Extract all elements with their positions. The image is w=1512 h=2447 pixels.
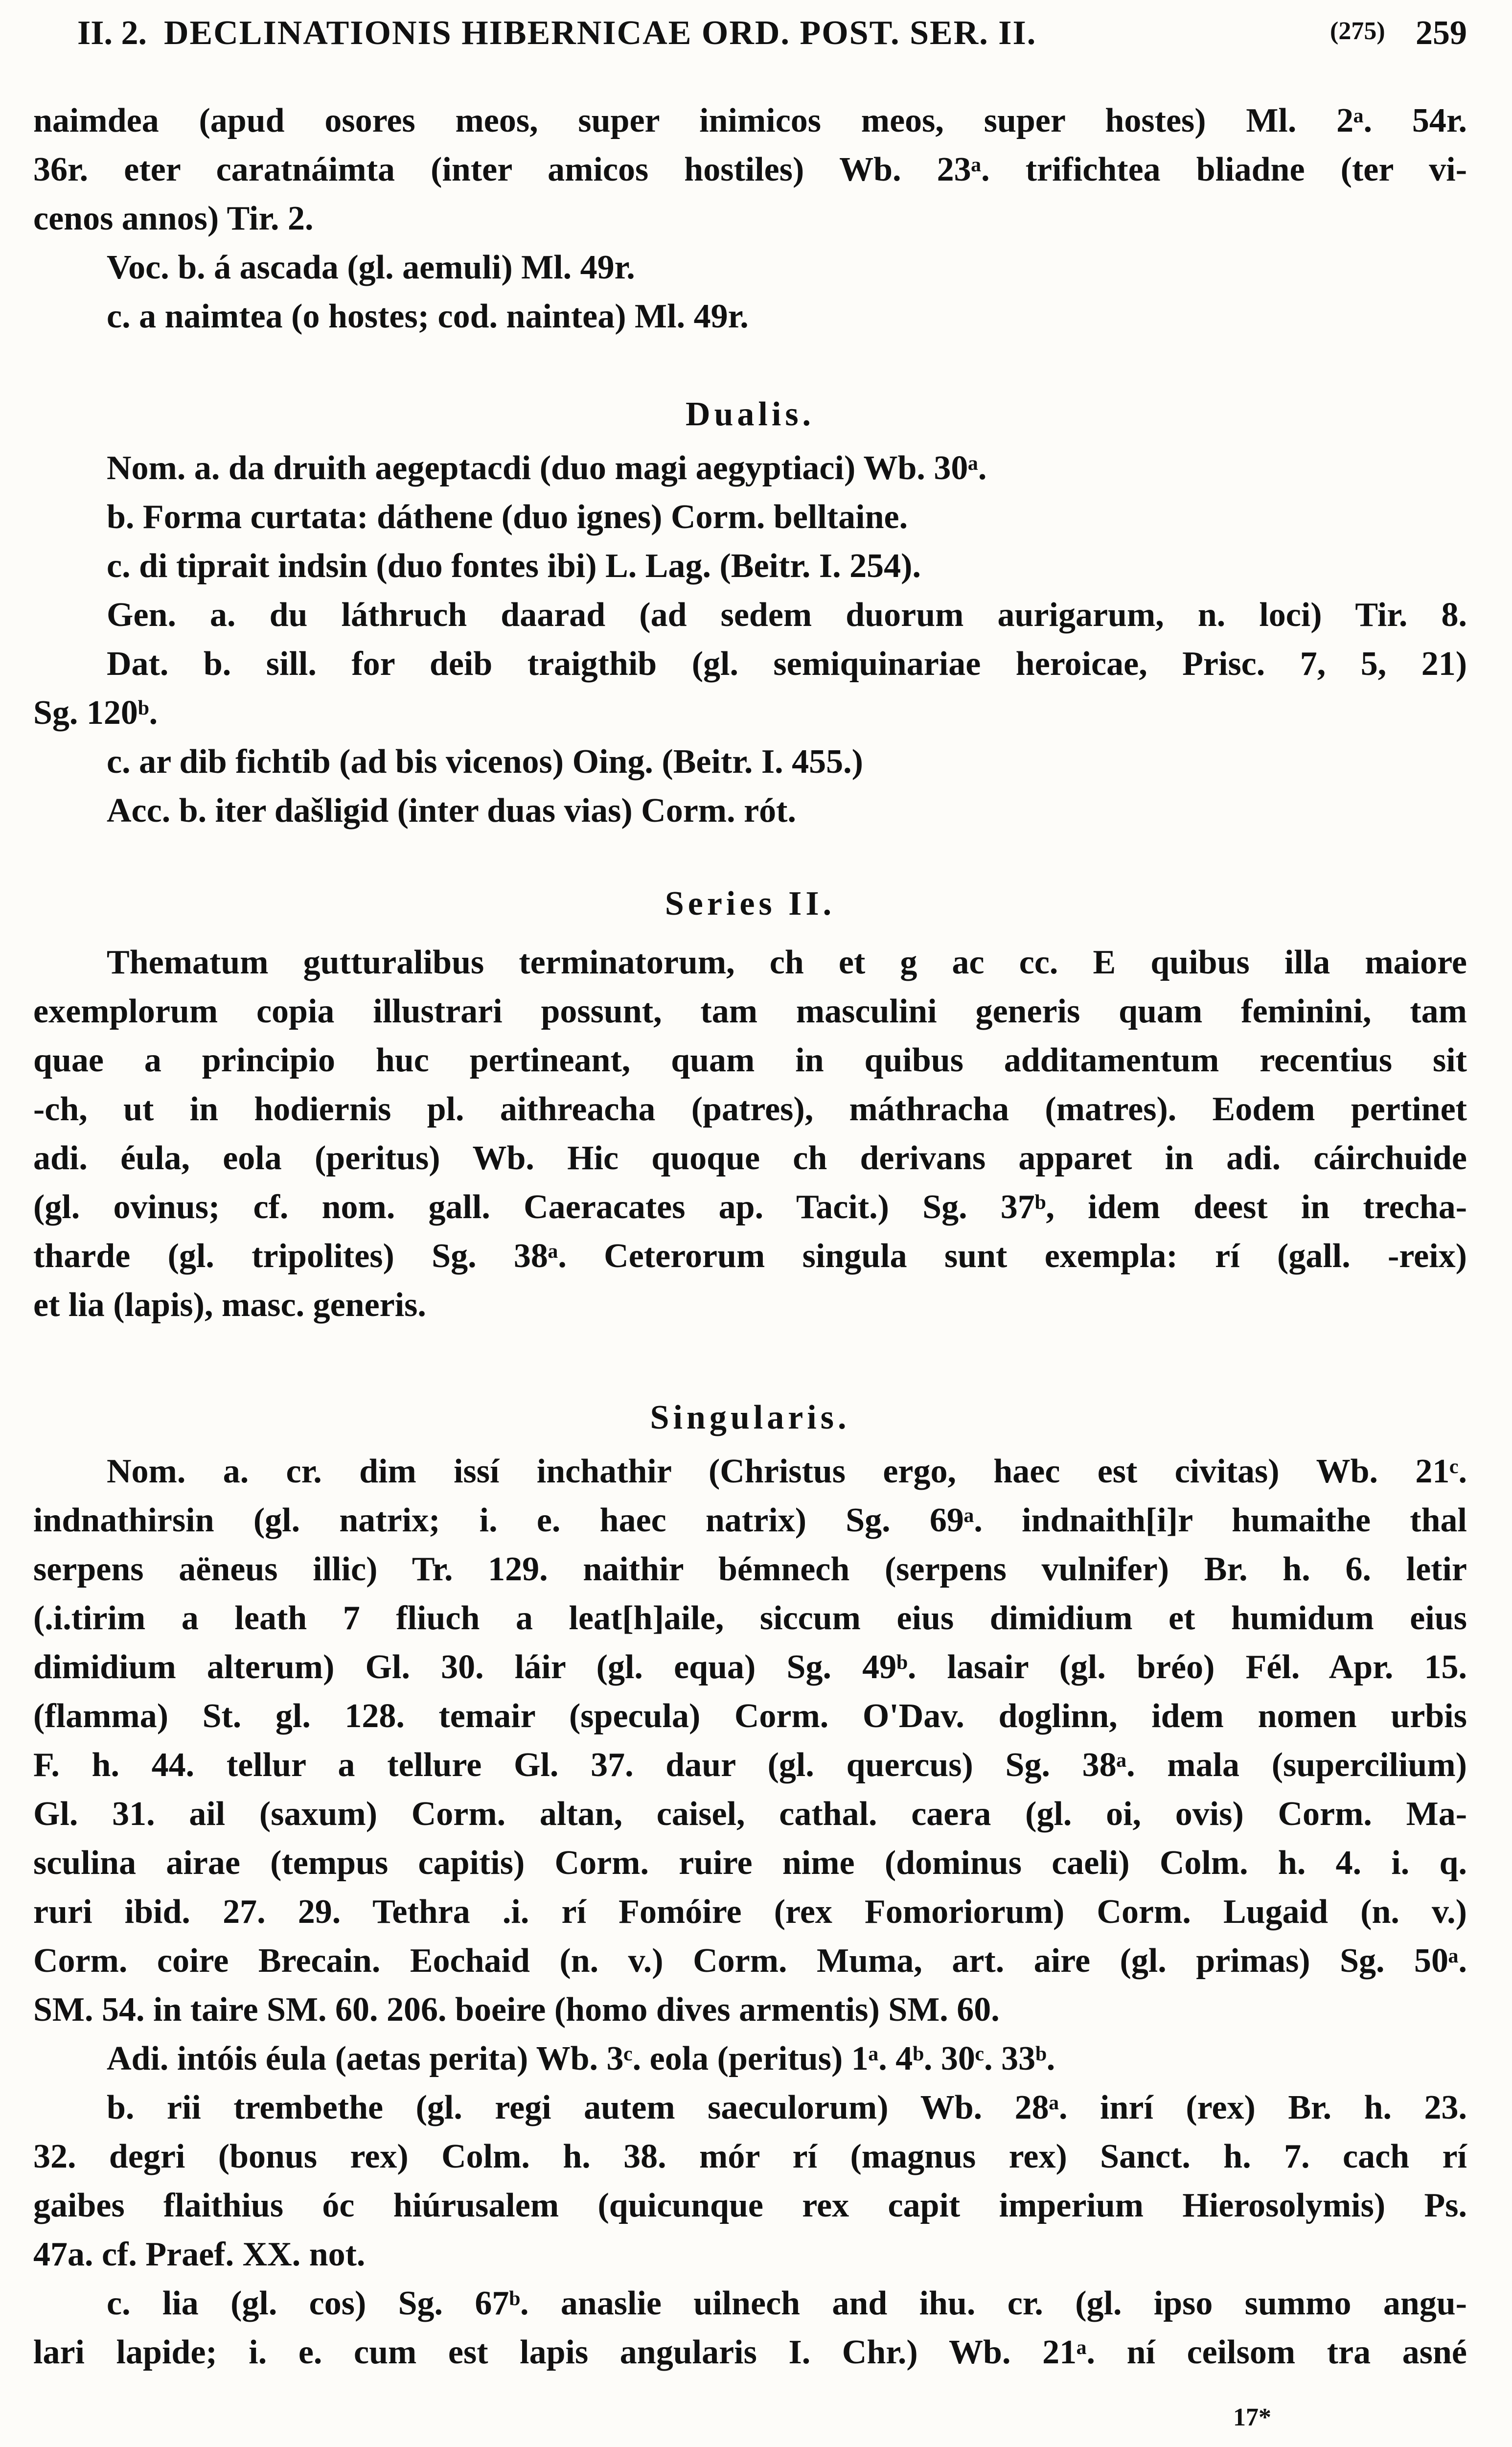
text-line: Thematum gutturalibus terminatorum, ch et g ac cc. E quibus illa maiore: [107, 944, 1467, 981]
text-line: c. lia (gl. cos) Sg. 67ᵇ. anaslie uilnech and ihu. cr. (gl. ipso summo angu-: [107, 2285, 1467, 2322]
text-line: quae a principio huc pertineant, quam in quibus additamentum recentius sit: [33, 1041, 1467, 1079]
text-line: dimidium alterum) Gl. 30. láir (gl. equa) Sg. 49ᵇ. lasair (gl. bréo) Fél. Apr. 15.: [33, 1648, 1467, 1686]
original-page-number: (275): [1330, 17, 1385, 45]
text-line: c. ar dib fichtib (ad bis vicenos) Oing. (Beitr. I. 455.): [107, 743, 863, 781]
text-line: et lia (lapis), masc. generis.: [33, 1286, 426, 1324]
text-line: Gen. a. du láthruch daarad (ad sedem duorum aurigarum, n. loci) Tir. 8.: [107, 596, 1467, 634]
text-line: cenos annos) Tir. 2.: [33, 200, 314, 237]
signature-mark: 17*: [1233, 2403, 1271, 2431]
text-line: Acc. b. iter dašligid (inter duas vias) Corm. rót.: [107, 792, 796, 830]
text-line: c. a naimtea (o hostes; cod. naintea) Ml. 49r.: [107, 298, 749, 335]
text-line: (.i.tirim a leath 7 fliuch a leat[h]aile, siccum eius dimidium et humidum eius: [33, 1599, 1467, 1637]
page-number: 259: [1416, 14, 1467, 52]
running-head-title: [77, 14, 1036, 53]
running-head: [33, 14, 1467, 58]
text-line: Nom. a. da druith aegeptacdi (duo magi aegyptiaci) Wb. 30ᵃ.: [107, 449, 987, 487]
text-line: gaibes flaithius óc hiúrusalem (quicunque rex capit imperium Hierosolymis) Ps.: [33, 2187, 1467, 2224]
text-line: lari lapide; i. e. cum est lapis angularis I. Chr.) Wb. 21ᵃ. ní ceilsom tra asné: [33, 2333, 1467, 2371]
running-title: DECLINATIONIS HIBERNICAE ORD. POST. SER. II.: [163, 14, 1037, 52]
text-line: (flamma) St. gl. 128. temair (specula) Corm. O'Dav. doglinn, idem nomen urbis: [33, 1697, 1467, 1735]
chapter-number: II. 2.: [77, 14, 147, 52]
text-line: Dat. b. sill. for deib traigthib (gl. semiquinariae heroicae, Prisc. 7, 5, 21): [107, 645, 1467, 683]
text-line: c. di tiprait indsin (duo fontes ibi) L. Lag. (Beitr. I. 254).: [107, 547, 921, 585]
text-line: b. rii trembethe (gl. regi autem saeculorum) Wb. 28ᵃ. inrí (rex) Br. h. 23.: [107, 2089, 1467, 2126]
text-line: serpens aëneus illic) Tr. 129. naithir bémnech (serpens vulnifer) Br. h. 6. letir: [33, 1550, 1467, 1588]
text-line: SM. 54. in taire SM. 60. 206. boeire (homo dives armentis) SM. 60.: [33, 1991, 1000, 2029]
text-line: exemplorum copia illustrari possunt, tam masculini generis quam feminini, tam: [33, 993, 1467, 1030]
text-line: ruri ibid. 27. 29. Tethra .i. rí Fomóire (rex Fomoriorum) Corm. Lugaid (n. v.): [33, 1893, 1467, 1931]
section-heading-singularis: Singularis.: [650, 1399, 850, 1436]
section-heading-series: Series II.: [664, 885, 836, 923]
text-line: (gl. ovinus; cf. nom. gall. Caeracates ap. Tacit.) Sg. 37ᵇ, idem deest in trecha-: [33, 1188, 1467, 1226]
text-line: Gl. 31. ail (saxum) Corm. altan, caisel, cathal. caera (gl. oi, ovis) Corm. Ma-: [33, 1795, 1467, 1833]
text-line: 32. degri (bonus rex) Colm. h. 38. mór rí (magnus rex) Sanct. h. 7. cach rí: [33, 2138, 1467, 2175]
text-line: b. Forma curtata: dáthene (duo ignes) Corm. belltaine.: [107, 498, 908, 536]
text-line: -ch, ut in hodiernis pl. aithreacha (patres), máthracha (matres). Eodem pertinet: [33, 1090, 1467, 1128]
text-line: naimdea (apud osores meos, super inimicos meos, super hostes) Ml. 2ᵃ. 54r.: [33, 102, 1467, 139]
text-line: adi. éula, eola (peritus) Wb. Hic quoque ch derivans apparet in adi. cáirchuide: [33, 1139, 1467, 1177]
text-line: Adi. intóis éula (aetas perita) Wb. 3ᶜ. eola (peritus) 1ᵃ. 4ᵇ. 30ᶜ. 33ᵇ.: [107, 2040, 1055, 2078]
text-line: Nom. a. cr. dim issí inchathir (Christus ergo, haec est civitas) Wb. 21ᶜ.: [107, 1453, 1467, 1490]
text-line: Voc. b. á ascada (gl. aemuli) Ml. 49r.: [107, 249, 635, 286]
text-line: F. h. 44. tellur a tellure Gl. 37. daur (gl. quercus) Sg. 38ᵃ. mala (supercilium): [33, 1746, 1467, 1784]
text-line: sculina airae (tempus capitis) Corm. ruire nime (dominus caeli) Colm. h. 4. i. q.: [33, 1844, 1467, 1882]
text-line: tharde (gl. tripolites) Sg. 38ᵃ. Ceterorum singula sunt exempla: rí (gall. -reix): [33, 1237, 1467, 1275]
text-line: 47a. cf. Praef. XX. not.: [33, 2236, 366, 2273]
text-line: Corm. coire Brecain. Eochaid (n. v.) Corm. Muma, art. aire (gl. primas) Sg. 50ᵃ.: [33, 1942, 1467, 1980]
section-heading-dualis: Dualis.: [685, 395, 815, 433]
text-line: 36r. eter caratnáimta (inter amicos hostiles) Wb. 23ᵃ. trifichtea bliadne (ter vi-: [33, 151, 1467, 188]
text-line: Sg. 120ᵇ.: [33, 694, 158, 732]
text-line: indnathirsin (gl. natrix; i. e. haec natrix) Sg. 69ᵃ. indnaith[i]r humaithe thal: [33, 1501, 1467, 1539]
